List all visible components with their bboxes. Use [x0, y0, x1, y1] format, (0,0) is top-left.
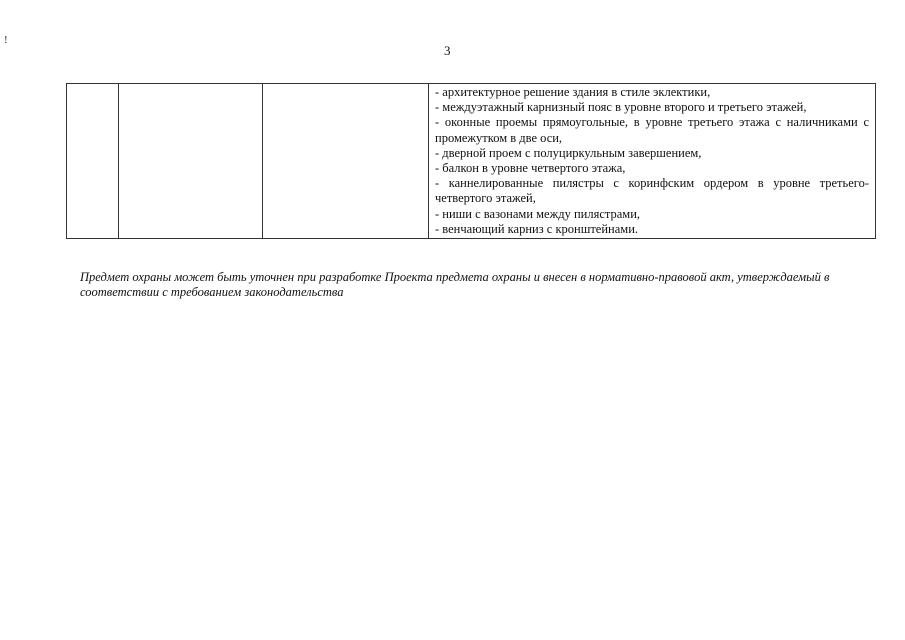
feature-item: - каннелированные пилястры с коринфским ордером в уровне третьего-четвертого этажей,	[435, 176, 869, 206]
feature-item: - архитектурное решение здания в стиле эклектики,	[435, 85, 711, 99]
protection-subject-table	[66, 83, 876, 239]
feature-item: - дверной проем с полуциркульным завершением,	[435, 145, 702, 160]
feature-item: - венчающий карниз с кронштейнами.	[435, 221, 639, 236]
corner-mark: !	[4, 34, 8, 46]
table-row	[67, 84, 876, 239]
note-text: Предмет охраны может быть уточнен при разработке Проекта предмета охраны и внесен в нормативно-правовой акт, утверждаемый в соответствии с требованием законодательства	[80, 270, 830, 299]
table-cell-address	[263, 84, 429, 239]
table-cell-features	[429, 84, 876, 239]
feature-item: - ниши с вазонами между пилястрами,	[435, 206, 641, 221]
table-cell-name	[119, 84, 263, 239]
table-cell-number	[67, 84, 119, 239]
feature-item: - оконные проемы прямоугольные, в уровне третьего этажа с наличниками с промежутком в две оси,	[435, 115, 869, 145]
feature-item: - междуэтажный карнизный пояс в уровне второго и третьего этажей,	[435, 100, 807, 115]
page-number: 3	[444, 43, 451, 58]
feature-item: - балкон в уровне четвертого этажа,	[435, 161, 626, 176]
